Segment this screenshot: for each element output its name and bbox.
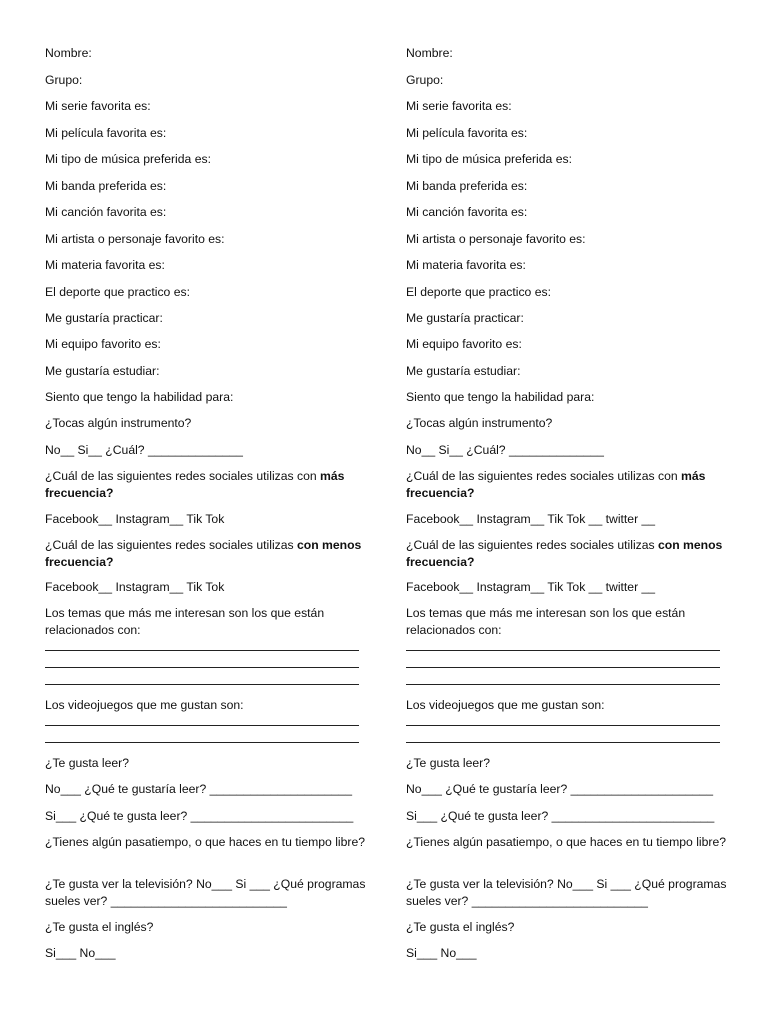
field-materia: Mi materia favorita es: [406, 258, 526, 272]
question-redes-menos [406, 537, 728, 571]
field-practicar: Me gustaría practicar: [45, 311, 163, 325]
question-ingles: ¿Te gusta el inglés? [406, 920, 515, 934]
question-redes-mas-emphasis: más frecuencia? [45, 469, 345, 500]
answer-ingles: Si___ No___ [406, 946, 477, 960]
field-grupo: Grupo: [45, 73, 83, 87]
question-redes-mas [45, 468, 367, 502]
field-deporte: El deporte que practico es: [45, 285, 190, 299]
answer-leer-si: Si___ ¿Qué te gusta leer? ________________________ [45, 809, 354, 823]
answer-leer-si: Si___ ¿Qué te gusta leer? ________________________ [406, 809, 715, 823]
field-serie: Mi serie favorita es: [406, 99, 512, 113]
field-habilidad: Siento que tengo la habilidad para: [45, 390, 234, 404]
question-leer: ¿Te gusta leer? [406, 756, 491, 770]
answer-line [45, 667, 359, 668]
question-redes-mas-emphasis: más frecuencia? [406, 469, 706, 500]
field-materia: Mi materia favorita es: [45, 258, 165, 272]
answer-instrumento: No__ Si__ ¿Cuál? ______________ [406, 443, 604, 457]
options-redes-menos: Facebook__ Instagram__ Tik Tok __ twitter __ [406, 580, 656, 594]
field-practicar: Me gustaría practicar: [406, 311, 524, 325]
field-equipo: Mi equipo favorito es: [406, 337, 522, 351]
field-cancion: Mi canción favorita es: [45, 205, 167, 219]
answer-line [406, 684, 720, 685]
options-redes-mas: Facebook__ Instagram__ Tik Tok [45, 512, 225, 526]
question-instrumento: ¿Tocas algún instrumento? [45, 416, 192, 430]
field-estudiar: Me gustaría estudiar: [406, 364, 521, 378]
question-temas: Los temas que más me interesan son los que están relacionados con: [45, 606, 325, 637]
question-redes-menos-text: ¿Cuál de las siguientes redes sociales utilizas [406, 538, 658, 552]
field-deporte: El deporte que practico es: [406, 285, 551, 299]
question-videojuegos: Los videojuegos que me gustan son: [406, 698, 605, 712]
field-pelicula: Mi película favorita es: [45, 126, 167, 140]
answer-line [45, 650, 359, 651]
question-television: ¿Te gusta ver la televisión? No___ Si ___ ¿Qué programas sueles ver? __________________________ [45, 877, 366, 908]
field-grupo: Grupo: [406, 73, 444, 87]
question-redes-menos-emphasis: con menos frecuencia? [45, 538, 362, 569]
field-artista: Mi artista o personaje favorito es: [406, 232, 586, 246]
field-habilidad: Siento que tengo la habilidad para: [406, 390, 595, 404]
question-videojuegos: Los videojuegos que me gustan son: [45, 698, 244, 712]
answer-line [45, 742, 359, 743]
field-musica: Mi tipo de música preferida es: [45, 152, 211, 166]
answer-instrumento: No__ Si__ ¿Cuál? ______________ [45, 443, 243, 457]
question-temas: Los temas que más me interesan son los que están relacionados con: [406, 606, 686, 637]
options-redes-mas: Facebook__ Instagram__ Tik Tok __ twitter __ [406, 512, 656, 526]
question-television: ¿Te gusta ver la televisión? No___ Si ___ ¿Qué programas sueles ver? __________________________ [406, 877, 727, 908]
answer-line [406, 650, 720, 651]
options-redes-menos: Facebook__ Instagram__ Tik Tok [45, 580, 225, 594]
answer-leer-no: No___ ¿Qué te gustaría leer? _____________________ [406, 782, 713, 796]
answer-leer-no: No___ ¿Qué te gustaría leer? _____________________ [45, 782, 352, 796]
field-banda: Mi banda preferida es: [406, 179, 528, 193]
question-pasatiempo: ¿Tienes algún pasatiempo, o que haces en tu tiempo libre? [406, 835, 727, 849]
field-banda: Mi banda preferida es: [45, 179, 167, 193]
field-musica: Mi tipo de música preferida es: [406, 152, 572, 166]
answer-line [406, 667, 720, 668]
answer-line [406, 742, 720, 743]
question-leer: ¿Te gusta leer? [45, 756, 130, 770]
field-artista: Mi artista o personaje favorito es: [45, 232, 225, 246]
field-estudiar: Me gustaría estudiar: [45, 364, 160, 378]
question-ingles: ¿Te gusta el inglés? [45, 920, 154, 934]
field-nombre: Nombre: [45, 46, 92, 60]
question-redes-mas [406, 468, 728, 502]
question-redes-mas-text: ¿Cuál de las siguientes redes sociales utilizas con [406, 469, 682, 483]
answer-line [45, 725, 359, 726]
field-equipo: Mi equipo favorito es: [45, 337, 161, 351]
question-redes-mas-text: ¿Cuál de las siguientes redes sociales utilizas con [45, 469, 321, 483]
answer-ingles: Si___ No___ [45, 946, 116, 960]
answer-line [406, 725, 720, 726]
field-cancion: Mi canción favorita es: [406, 205, 528, 219]
question-redes-menos-text: ¿Cuál de las siguientes redes sociales utilizas [45, 538, 297, 552]
field-pelicula: Mi película favorita es: [406, 126, 528, 140]
answer-line [45, 684, 359, 685]
question-redes-menos [45, 537, 367, 571]
field-nombre: Nombre: [406, 46, 453, 60]
field-serie: Mi serie favorita es: [45, 99, 151, 113]
question-redes-menos-emphasis: con menos frecuencia? [406, 538, 723, 569]
question-instrumento: ¿Tocas algún instrumento? [406, 416, 553, 430]
question-pasatiempo: ¿Tienes algún pasatiempo, o que haces en tu tiempo libre? [45, 835, 366, 849]
